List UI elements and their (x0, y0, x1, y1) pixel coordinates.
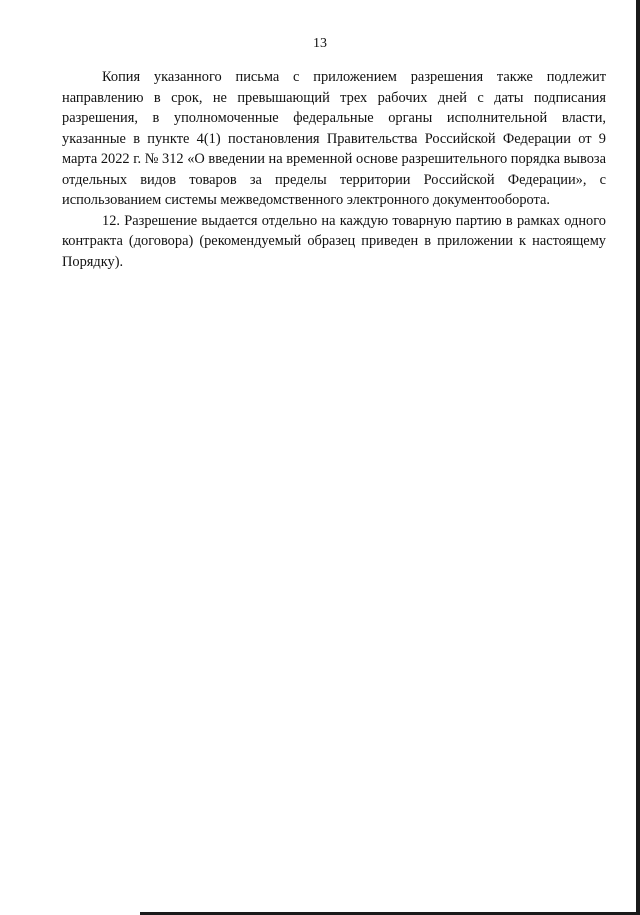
document-body (62, 67, 606, 272)
page-number: 13 (313, 36, 327, 51)
paragraph-12: 12. Разрешение выдается отдельно на каждую товарную партию в рамках одного контракта (договора) (рекомендуемый образец приведен в приложении к настоящему Порядку). (62, 212, 606, 270)
paragraph-letter-copy: Копия указанного письма с приложением разрешения также подлежит направлению в срок, не превышающий трех рабочих дней с даты подписания разрешения, в уполномоченные федеральные органы исполнительной власти, указанные в пункте 4(1) постановления Правительства Российской Федерации от 9 марта 2022 г. № 312 «О введении на временной основе разрешительного порядка вывоза отдельных видов товаров за пределы территории Российской Федерации», с использованием системы межведомственного электронного документооборота. (62, 69, 607, 208)
scan-edge-right (636, 0, 640, 915)
